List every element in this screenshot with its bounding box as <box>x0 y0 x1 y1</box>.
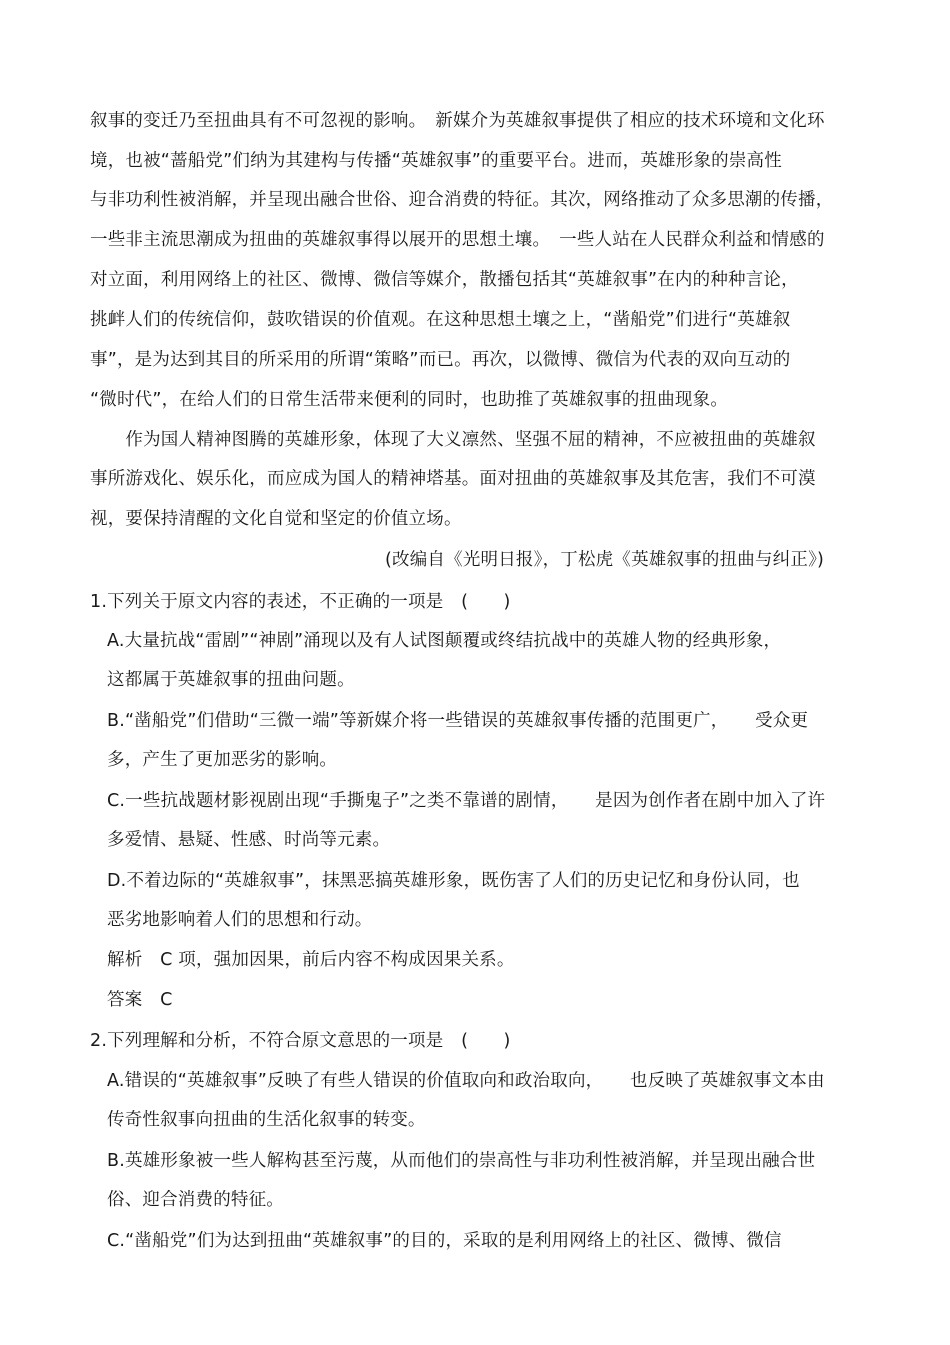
q2-option-a-line1: A.错误的“英雄叙事”反映了有些人错误的价值取向和政治取向， 也反映了英雄叙事文本由 <box>107 1071 825 1091</box>
q1-option-d-line1: D.不着边际的“英雄叙事”，抹黑恶搞英雄形象，既伤害了人们的历史记忆和身份认同，也 <box>107 871 800 891</box>
q1-option-b-line1: B.“凿船党”们借助“三微一端”等新媒介将一些错误的英雄叙事传播的范围更广， 受众更 <box>107 711 809 731</box>
passage-line: 对立面，利用网络上的社区、微博、微信等媒介，散播包括其“英雄叙事”在内的种种言论， <box>90 270 799 290</box>
passage-line: 境，也被“蔷船党”们纳为其建构与传播“英雄叙事”的重要平台。进而，英雄形象的崇高性 <box>90 151 782 171</box>
question-1-stem: 1.下列关于原文内容的表述，不正确的一项是 ( ) <box>90 592 511 612</box>
question-2-stem: 2.下列理解和分析，不符合原文意思的一项是 ( ) <box>90 1031 511 1051</box>
q2-option-a-line2: 传奇性叙事向扭曲的生活化叙事的转变。 <box>107 1110 426 1130</box>
q1-option-d-line2: 恶劣地影响着人们的思想和行动。 <box>107 910 373 930</box>
passage-line: 叙事的变迁乃至扭曲具有不可忽视的影响。 新媒介为英雄叙事提供了相应的技术环境和文化环 <box>90 111 825 131</box>
passage-line: “微时代”，在给人们的日常生活带来便利的同时，也助推了英雄叙事的扭曲现象。 <box>90 390 729 410</box>
passage-line: 事所游戏化、娱乐化，而应成为国人的精神塔基。面对扭曲的英雄叙事及其危害，我们不可漠 <box>90 469 816 489</box>
q2-option-b-line1: B.英雄形象被一些人解构甚至污蔑，从而他们的崇高性与非功利性被消解，并呈现出融合世 <box>107 1151 816 1171</box>
q2-option-c-line1: C.“凿船党”们为达到扭曲“英雄叙事”的目的，采取的是利用网络上的社区、微博、微信 <box>107 1231 782 1251</box>
passage-line: 与非功利性被消解，并呈现出融合世俗、迎合消费的特征。其次，网络推动了众多思潮的传播， <box>90 190 834 210</box>
q1-option-a-line1: A.大量抗战“雷剧”“神剧”涌现以及有人试图颠覆或终结抗战中的英雄人物的经典形象， <box>107 631 782 651</box>
passage-line: 一些非主流思潮成为扭曲的英雄叙事得以展开的思想土壤。 一些人站在人民群众利益和情感的 <box>90 230 825 250</box>
q1-option-a-line2: 这都属于英雄叙事的扭曲问题。 <box>107 670 355 690</box>
source-citation: (改编自《光明日报》，丁松虎《英雄叙事的扭曲与纠正》) <box>385 550 825 570</box>
q2-option-b-line2: 俗、迎合消费的特征。 <box>107 1190 284 1210</box>
passage-line: 挑衅人们的传统信仰，鼓吹错误的价值观。在这种思想土壤之上，“凿船党”们进行“英雄叙 <box>90 310 791 330</box>
q1-answer: 答案 C <box>107 990 173 1010</box>
passage-line: 作为国人精神图腾的英雄形象，体现了大义凛然、坚强不屈的精神，不应被扭曲的英雄叙 <box>90 430 816 450</box>
q1-analysis: 解析 C 项，强加因果，前后内容不构成因果关系。 <box>107 950 515 970</box>
q1-option-c-line2: 多爱情、悬疑、性感、时尚等元素。 <box>107 830 391 850</box>
q1-option-b-line2: 多，产生了更加恶劣的影响。 <box>107 750 338 770</box>
q1-option-c-line1: C.一些抗战题材影视剧出现“手撕鬼子”之类不靠谱的剧情， 是因为创作者在剧中加入了许 <box>107 791 826 811</box>
passage-line: 事”，是为达到其目的所采用的所谓“策略”而已。再次，以微博、微信为代表的双向互动的 <box>90 350 791 370</box>
passage-line: 视，要保持清醒的文化自觉和坚定的价值立场。 <box>90 509 462 529</box>
